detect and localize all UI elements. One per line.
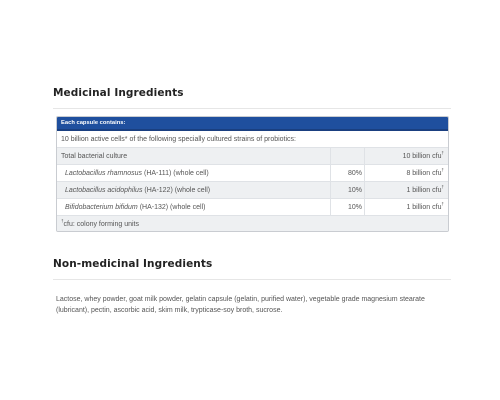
strain-name: Lactobacillus rhamnosus (HA-111) (whole cell): [65, 170, 209, 177]
column-divider: [364, 165, 365, 181]
table-row: [57, 199, 448, 216]
strain-name: Lactobacillus acidophilus (HA-122) (whole cell): [65, 187, 211, 194]
table-row-total: [57, 148, 448, 165]
strain-amount: 1 billion cfu†: [406, 201, 444, 211]
table-header: Each capsule contains:: [57, 117, 448, 131]
column-divider: [330, 182, 331, 198]
column-divider: [330, 165, 331, 181]
non-medicinal-ingredients-heading: Non-medicinal Ingredients: [53, 258, 213, 270]
intro-text: 10 billion active cells* of the following specially cultured strains of probiotics:: [61, 136, 297, 143]
total-amount: 10 billion cfu†: [402, 150, 444, 160]
strain-percent: 80%: [347, 170, 362, 177]
footnote: †cfu: colony forming units: [61, 218, 139, 228]
table-row: [57, 165, 448, 182]
column-divider: [330, 148, 331, 164]
divider: [53, 108, 451, 109]
strain-percent: 10%: [347, 204, 362, 211]
table-row: [57, 182, 448, 199]
column-divider: [330, 199, 331, 215]
divider: [53, 279, 451, 280]
table-row-intro: [57, 131, 448, 148]
column-divider: [364, 148, 365, 164]
table-row-footnote: [57, 216, 448, 232]
column-divider: [364, 182, 365, 198]
strain-percent: 10%: [347, 187, 362, 194]
medicinal-ingredients-heading: Medicinal Ingredients: [53, 87, 184, 99]
strain-amount: 1 billion cfu†: [406, 184, 444, 194]
non-medicinal-ingredients-text: Lactose, whey powder, goat milk powder, gelatin capsule (gelatin, purified water), vegetable grade magnesium stearate (lubricant), pectin, ascorbic acid, skim milk, trypticase-soy broth, sucrose.: [56, 296, 425, 314]
column-divider: [364, 199, 365, 215]
total-label: Total bacterial culture: [61, 153, 128, 160]
strain-amount: 8 billion cfu†: [406, 167, 444, 177]
strain-name: Bifidobacterium bifidum (HA-132) (whole cell): [65, 204, 206, 211]
ingredients-table: [56, 116, 449, 232]
